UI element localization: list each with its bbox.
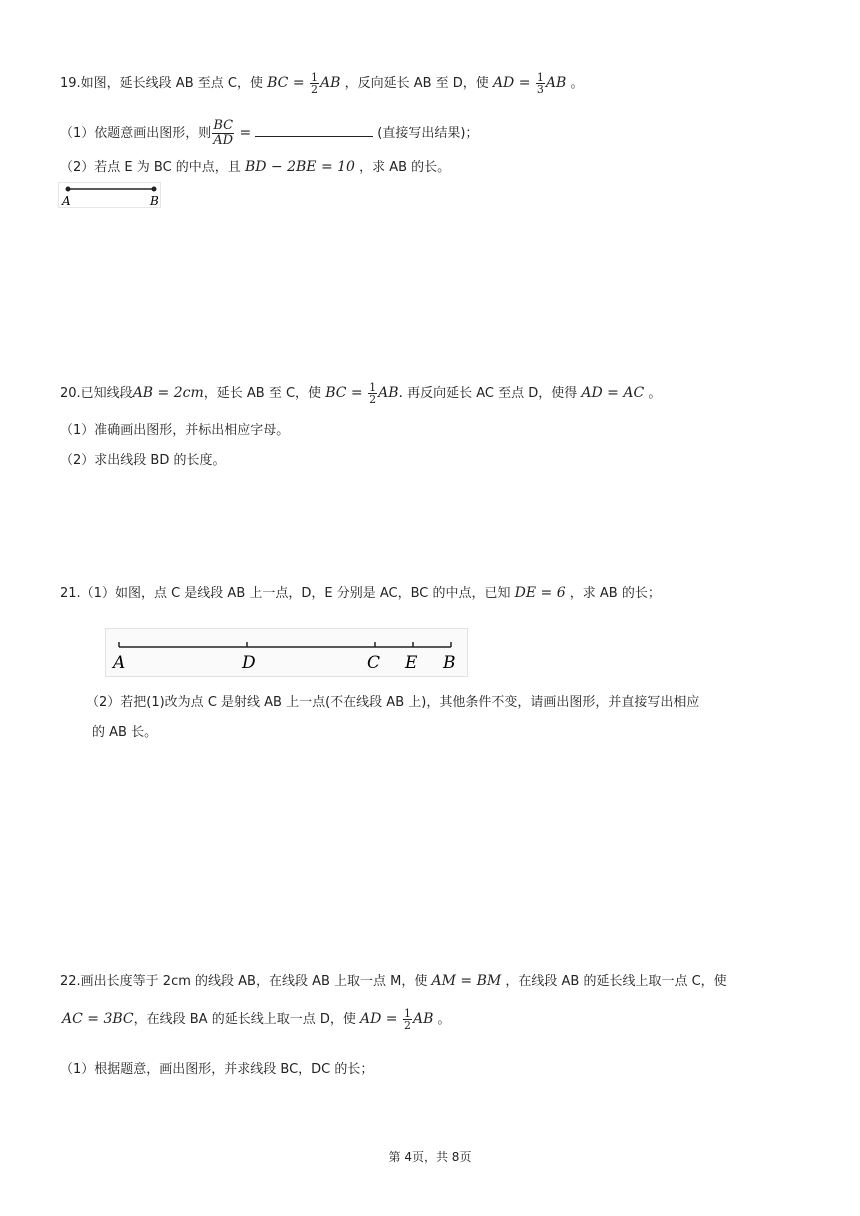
page-footer: 第 4页，共 8页 — [388, 1150, 472, 1164]
fraction-one-third: $\frac{1}{3}$ — [536, 71, 544, 96]
q22-stem-line1: 22.画出长度等于 2cm 的线段 AB，在线段 AB 上取一点 M，使 AM = BM ，在线段 AB 的延长线上取一点 C，使 — [60, 973, 727, 989]
q19-part2: （2）若点 E 为 BC 的中点，且 BD − 2BE = 10 ，求 AB 的长。 — [60, 159, 451, 175]
q19-part1: （1）依题意画出图形，则 $\frac{BC}{AD}$ = (直接写出结果)； — [60, 118, 479, 148]
fraction-one-half: $\frac{1}{2}$ — [369, 381, 377, 406]
fraction-one-half: $\frac{1}{2}$ — [403, 1007, 411, 1032]
q22-part1: （1）根据题意，画出图形，并求线段 BC，DC 的长； — [60, 1062, 374, 1077]
q19-segment-figure — [58, 182, 168, 210]
q20-part1: （1）准确画出图形，并标出相应字母。 — [60, 423, 290, 438]
q20-part2: （2）求出线段 BD 的长度。 — [60, 453, 226, 468]
figure-frame — [59, 183, 161, 208]
point-a — [66, 187, 71, 192]
q21-stem: 21.（1）如图，点 C 是线段 AB 上一点，D，E 分别是 AC，BC 的中点，已知 DE = 6 ，求 AB 的长； — [60, 585, 661, 601]
label-d: D — [242, 653, 256, 673]
fraction-one-half: $\frac{1}{2}$ — [311, 71, 319, 96]
q21-part2-line2: 的 AB 长。 — [92, 725, 158, 740]
label-c: C — [367, 653, 381, 673]
q21-segment-figure — [105, 628, 469, 678]
label-b: B — [443, 653, 456, 673]
point-b — [152, 187, 157, 192]
q21-part2-line1: （2）若把(1)改为点 C 是射线 AB 上一点(不在线段 AB 上)，其他条件不变，请画出图形，并直接写出相应 — [86, 695, 700, 710]
q19-stem: 19.如图，延长线段 AB 至点 C，使 BC = $\frac{1}{2}$ AB ，反向延长 AB 至 D，使 AD = $\frac{1}{3}$ AB 。 — [60, 71, 584, 96]
q22-stem-line2: AC = 3BC，在线段 BA 的延长线上取一点 D，使 AD = $\frac{1}{2}$ AB 。 — [62, 1007, 451, 1032]
label-a: A — [113, 653, 126, 673]
label-a: A — [62, 194, 71, 208]
answer-blank[interactable] — [255, 122, 373, 137]
label-e: E — [405, 653, 418, 673]
q20-stem: 20.已知线段AB = 2cm，延长 AB 至 C，使 BC = $\frac{1}{2}$ AB. 再反向延长 AC 至点 D，使得 AD = AC 。 — [60, 381, 662, 406]
label-b: B — [150, 194, 159, 208]
fraction-bc-over-ad: $\frac{BC}{AD}$ — [213, 118, 234, 148]
